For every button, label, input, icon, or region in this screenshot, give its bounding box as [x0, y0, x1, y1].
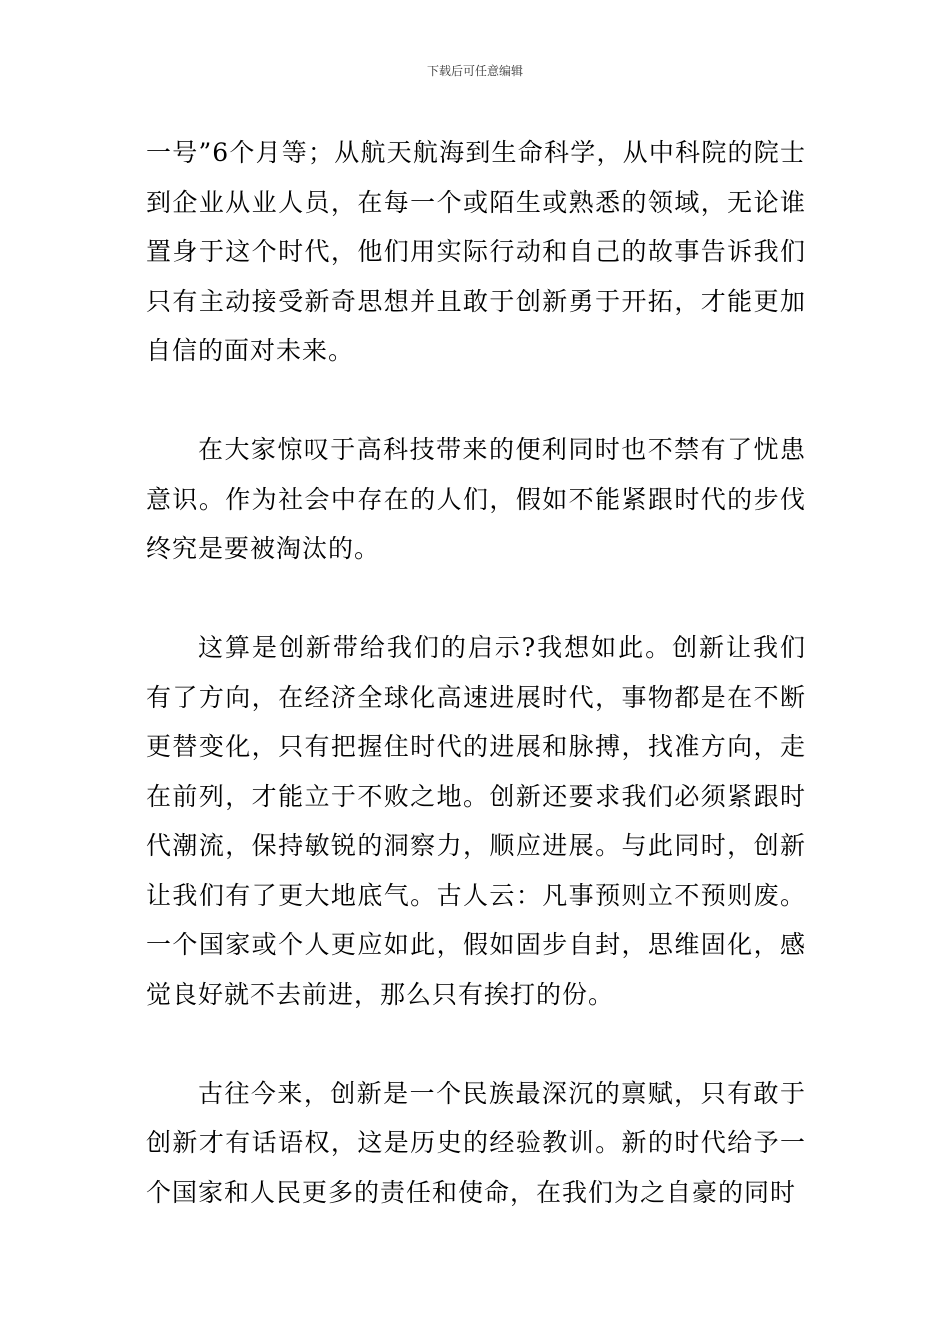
page-header: 下载后可任意编辑	[426, 64, 523, 78]
paragraph-2: 在大家惊叹于高科技带来的便利同时也不禁有了忧患意识。作为社会中存在的人们，假如不能紧跟时代的步伐终究是要被淘汰的。	[146, 435, 806, 563]
paragraph-spacer	[146, 574, 806, 624]
document-body	[146, 128, 806, 1217]
paragraph-4: 古往今来，创新是一个民族最深沉的禀赋，只有敢于创新才有话语权，这是历史的经验教训。新的时代给予一个国家和人民更多的责任和使命，在我们为之自豪的同时	[146, 1078, 806, 1207]
paragraph-1: 一号”6个月等；从航天航海到生命科学，从中科院的院士到企业从业人员，在每一个或陌生或熟悉的领域，无论谁置身于这个时代，他们用实际行动和自己的故事告诉我们只有主动接受新奇思想并且敢于创新勇于开拓，才能更加自信的面对未来。	[146, 138, 806, 365]
paragraph-spacer	[146, 1019, 806, 1069]
paragraph-spacer	[146, 376, 806, 426]
paragraph-3: 这算是创新带给我们的启示?我想如此。创新让我们有了方向，在经济全球化高速进展时代，事物都是在不断更替变化，只有把握住时代的进展和脉搏，找准方向，走在前列，才能立于不败之地。创新还要求我们必须紧跟时代潮流，保持敏锐的洞察力，顺应进展。与此同时，创新让我们有了更大地底气。古人云：凡事预则立不预则废。一个国家或个人更应如此，假如固步自封，思维固化，感觉良好就不去前进，那么只有挨打的份。	[146, 633, 806, 1009]
